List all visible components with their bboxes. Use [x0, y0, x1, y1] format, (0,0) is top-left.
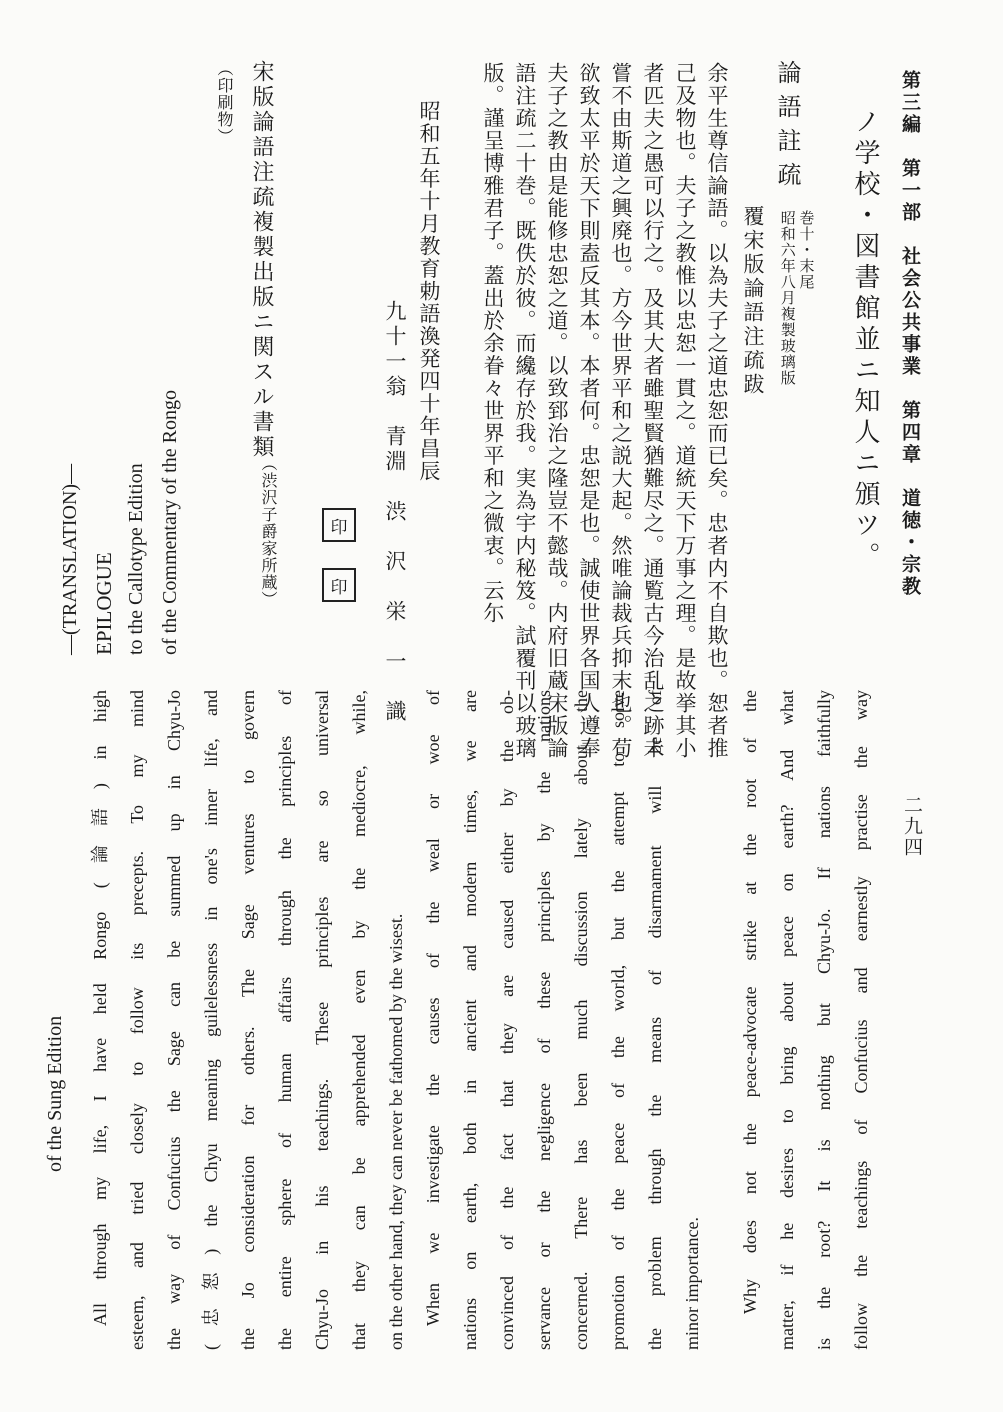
seal-stamp: 印 — [322, 508, 356, 542]
body-line: All through my life, I have held Rongo (論語) in high — [90, 690, 110, 1326]
body-line: Why does not the peace-advocate strike at the root of the — [740, 690, 760, 1314]
body-line: Chyu-Jo in his teachings. These principles are so universal — [312, 690, 332, 1350]
body-line: that they can be apprehended even by the mediocre, while, — [349, 690, 369, 1350]
epilogue-subtitle: of the Sung Edition — [44, 1015, 66, 1172]
colophon-line: 己及物也。夫子之教惟以忠恕一貫之。道統天下万事之理。是故挙其小 — [673, 62, 697, 760]
body-line: the Jo consideration for others. The Sage ventures to govern — [238, 690, 258, 1350]
body-line: is the root? It is nothing but Chyu-Jo. If nations faithfully — [814, 690, 834, 1350]
volume-note-2: 昭和六年八月複製玻璃版 — [778, 210, 797, 386]
colophon-line: 版。謹呈博雅君子。蓋出於余眷々世界平和之微衷。云尓 — [481, 62, 505, 625]
volume-note-1: 巻十・末尾 — [797, 210, 816, 290]
signature: 九十一翁 青淵 渋 沢 栄 一 識 — [383, 300, 407, 725]
colophon-line: 嘗不由斯道之興廃也。方今世界平和之説大起。然唯論裁兵抑末也。苟 — [609, 62, 633, 760]
body-line: promotion of the peace of the world, but the attempt to solve — [608, 690, 628, 1350]
translation-heading — [60, 45, 260, 655]
epilogue-title: EPILOGUE — [92, 552, 116, 655]
body-line: When we investigate the causes of the weal or woe of — [423, 690, 443, 1326]
body-line: follow the teachings of Confucius and earnestly practise the way — [851, 690, 871, 1350]
colophon-line: 語注疏二十巻。既佚於彼。而纔存於我。実為宇内秘笈。試覆刊以玻璃 — [513, 62, 537, 760]
epilogue-subtitle: of the Commentary of the Rongo — [159, 390, 181, 655]
epilogue-subtitle: to the Callotype Edition — [125, 463, 147, 655]
body-line: matter, if he desires to bring about peace on earth? And what — [777, 690, 797, 1350]
page-number: 二九四 — [901, 795, 923, 858]
body-line: the problem through the means of disarmament will be of — [645, 690, 665, 1350]
colophon-line: 夫子之教由是能修忠恕之道。以致郅治之隆豈不懿哉。内府旧蔵宋版論 — [545, 62, 569, 760]
body-line: the way of Confucius the Sage can be summed up in Chyu-Jo — [164, 690, 184, 1350]
translation-label: —(TRANSLATION)— — [59, 463, 81, 655]
colophon-line: 余平生尊信論語。以為夫子之道忠恕而已矣。忠者内不自欺也。恕者推 — [705, 62, 729, 760]
body-line: concerned. There has been much discussion lately about the — [571, 690, 591, 1350]
body-line: convinced of the fact that they are caused either by the ob- — [497, 690, 517, 1350]
date-line: 昭和五年十月教育勅語渙発四十年昌辰 — [417, 100, 441, 483]
translation-body — [45, 690, 895, 1350]
body-line: on the other hand, they can never be fathomed by the wisest. — [386, 913, 406, 1350]
colophon-heading: 覆宋版論語注疏跋 — [741, 205, 765, 397]
colophon-line: 者匹夫之愚可以行之。及其大者雖聖賢猶難尽之。通覧古今治乱之跡未 — [641, 62, 665, 760]
colophon-line: 欲致太平於天下則盍反其本。本者何。忠恕是也。誠使世界各国人遵奉 — [577, 62, 601, 760]
body-line: minor importance. — [682, 1217, 702, 1350]
seal-stamp: 印 — [322, 568, 356, 602]
volume-note — [778, 210, 816, 386]
body-line: nations on earth, both in ancient and modern times, we are — [460, 690, 480, 1350]
body-line: the entire sphere of human affairs through the principles of — [275, 690, 295, 1350]
body-line: (忠恕) the Chyu meaning guilelessness in one's inner life, and — [201, 690, 221, 1350]
print-label: （印刷物） — [215, 60, 234, 145]
body-line: esteem, and tried closely to follow its precepts. To my mind — [127, 690, 147, 1350]
source-note: （渋沢子爵家所蔵） — [259, 455, 278, 608]
section-title: ノ学校・図書館並ニ知人ニ頒ツ。 — [850, 108, 880, 573]
documents-title: 宋版論語注疏複製出版ニ関スル書類 — [249, 60, 274, 460]
book-title: 論語註疏 — [773, 60, 801, 196]
running-head: 第三編 第一部 社会公共事業 第四章 道徳・宗教 — [899, 70, 921, 598]
body-line: servance or the negligence of these principles by the nations — [534, 690, 554, 1350]
